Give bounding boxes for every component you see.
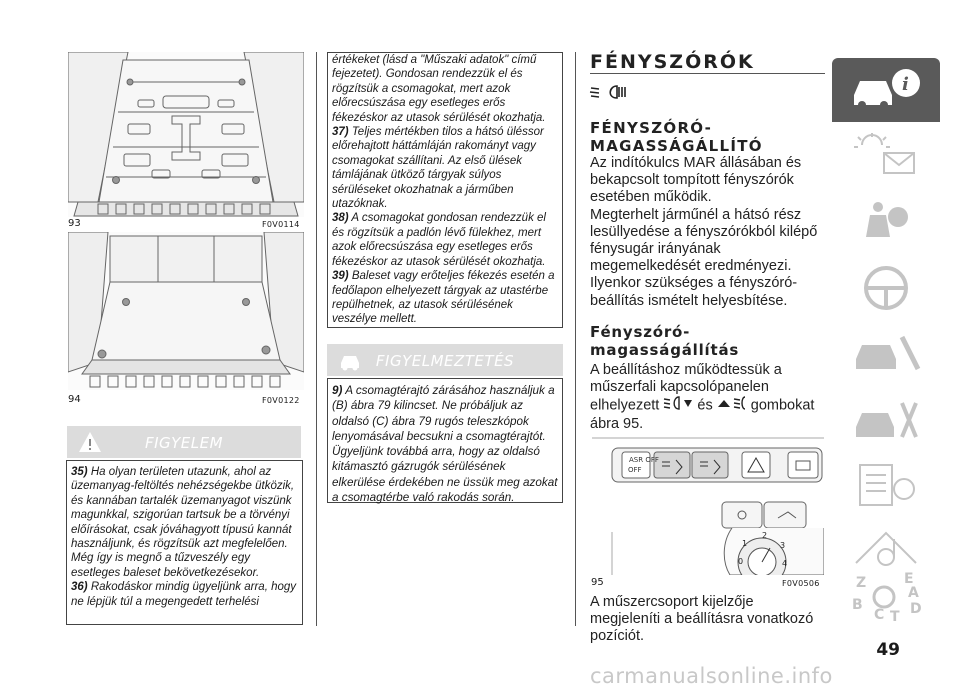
technical-data-icon bbox=[846, 461, 926, 511]
sidebar-tab-emergency[interactable] bbox=[832, 322, 940, 386]
svg-text:T: T bbox=[890, 609, 900, 625]
safety-airbag-icon bbox=[846, 197, 926, 247]
dial-number-1: 1 bbox=[742, 539, 748, 548]
dial-number-0: 0 bbox=[738, 557, 744, 566]
control-panel-illustration bbox=[592, 432, 824, 575]
caution-title: FIGYELMEZTETÉS bbox=[375, 352, 515, 370]
warning-item-37: 37) Teljes mértékben tilos a hátsó üléssor előrehajtott háttámláján rakományt vagy csomagokat szállítani. Az első ülések támlájának ütköző tárgyak súlyos sérüléseket okozhatnak a járműben utazóknak. bbox=[332, 126, 544, 211]
section-headlight-leveller-title: FÉNYSZÓRÓ- MAGASSÁGÁLLÍTÓ bbox=[590, 119, 763, 155]
page-number: 49 bbox=[876, 640, 900, 660]
section-headlight-adjustment-title: Fényszóró- magasságállítás bbox=[590, 323, 740, 359]
panel-button-asr-label: ASR OFF bbox=[629, 456, 659, 464]
section-headlight-leveller-text: Az indítókulcs MAR állásában és bekapcsolt tompított fényszórók esetében működik. Megterhelt járműnél a hátsó rész lesüllyedése a fényszórókból kilépő fénysugár irányának megemelkedését eredményezi. Ilyenkor szükséges a fényszóró-beállítás ismételt helyesbítése. bbox=[590, 155, 818, 309]
svg-text:B: B bbox=[852, 597, 863, 613]
warning-item-38: 38) A csomagokat gondosan rendezzük el és rögzítsük a padlón lévő fülekhez, mert azok előrecsúszása egy esetleges erős fékezéskor az utasok sérülését okozhatja. bbox=[332, 212, 546, 268]
figure-95-number: 95 bbox=[591, 577, 604, 588]
warning-item-39: 39) Baleset vagy erőteljes fékezés esetén a fedőlapon elhelyezett tárgyak az utastérbe repülhetnek, az utasok sérülésének veszélye mellett. bbox=[332, 270, 555, 326]
panel-button-off-label: OFF bbox=[628, 466, 642, 474]
maintenance-tools-icon bbox=[846, 395, 926, 445]
svg-text:i: i bbox=[902, 74, 909, 95]
warning-lights-icon bbox=[846, 131, 926, 181]
figure-93-cargo-floor bbox=[68, 52, 304, 217]
warning-header bbox=[67, 426, 301, 458]
svg-text:Z: Z bbox=[856, 575, 867, 591]
svg-text:D: D bbox=[910, 601, 922, 617]
headlight-icon bbox=[589, 84, 633, 105]
warning-content-continued bbox=[327, 52, 563, 328]
section-headlight-adjustment-text: A beállításhoz működtessük a műszerfali kapcsolópanelen elhelyezett és gombokat ábra 95. bbox=[590, 362, 815, 432]
figure-93-number: 93 bbox=[68, 218, 81, 229]
sidebar-tab-car-info[interactable] bbox=[832, 58, 940, 122]
dial-number-3: 3 bbox=[780, 541, 786, 550]
cargo-compartment-illustration bbox=[68, 232, 304, 390]
dial-number-4: 4 bbox=[782, 559, 788, 568]
figure-94-cargo-compartment bbox=[68, 232, 304, 390]
column-divider-1 bbox=[316, 52, 317, 626]
steering-wheel-icon bbox=[846, 263, 926, 313]
warning-item-35: 35) Ha olyan területen utazunk, ahol az üzemanyag-feltöltés nehézségekbe ütközik, és kannában tartalék üzemanyagot viszünk magunkkal, szigorúan tartsuk be a törvényi előírásokat, csak jóváhagyott típusú kannát használjunk, és rögzítsük azt megfelelően. Még így is megnő a tűzveszély egy esetleges baleset bekövetkezésekor. bbox=[71, 466, 295, 579]
column-divider-2 bbox=[575, 52, 576, 626]
svg-text:C: C bbox=[874, 607, 885, 623]
headlight-up-button-icon bbox=[717, 396, 747, 415]
warning-content bbox=[66, 460, 303, 625]
svg-text:A: A bbox=[908, 585, 919, 601]
caution-header bbox=[327, 344, 563, 376]
caution-content bbox=[327, 378, 563, 503]
warning-continuation: értékeket (lásd a "Műszaki adatok" című fejezetet). Gondosan rendezzük el és rögzítsük a csomagokat, mert azok előrecsúszása egy esetleges erős fékezéskor az utasok sérülését okozhatja. bbox=[332, 54, 546, 124]
figure-94-code: F0V0122 bbox=[262, 396, 300, 405]
headlight-down-button-icon bbox=[663, 396, 693, 415]
warning-item-36: 36) Rakodáskor mindig ügyeljünk arra, hogy ne lépjük túl a megengedett terhelési bbox=[71, 581, 297, 608]
dial-number-2: 2 bbox=[762, 531, 768, 540]
cargo-floor-illustration bbox=[68, 52, 304, 217]
sidebar-tab-maintenance[interactable] bbox=[832, 388, 940, 452]
caution-item-9: 9) A csomagtérajtó zárásához használjuk a (B) ábra 79 kilincset. Ne próbáljuk az oldalsó (C) ábra 79 rugós teleszkópok lenyomásával becsukni a csomagtérajtót. Ügyeljünk továbbá arra, hogy az oldalsó kitámasztó gázrugók sérülésének elkerülése érdekében ne üssük meg azokat a csomagtérbe való rakodás során. bbox=[332, 384, 558, 505]
warning-title: FIGYELEM bbox=[144, 434, 224, 452]
sidebar-tab-driving[interactable] bbox=[832, 256, 940, 320]
figure-95-control-panel bbox=[592, 432, 824, 575]
display-info-text: A műszercsoport kijelzője megjeleníti a beállításra vonatkozó pozíciót. bbox=[590, 594, 814, 645]
figure-94-number: 94 bbox=[68, 394, 81, 405]
sidebar-tab-warning-lights[interactable] bbox=[832, 124, 940, 188]
svg-text:E: E bbox=[904, 571, 914, 587]
watermark: carmanualsonline.info bbox=[590, 664, 833, 688]
sidebar-tab-index[interactable] bbox=[832, 566, 940, 628]
chapter-title-underline bbox=[590, 73, 825, 74]
car-emergency-icon bbox=[846, 329, 926, 379]
sidebar-tab-safety[interactable] bbox=[832, 190, 940, 254]
index-icon bbox=[846, 569, 926, 625]
chapter-title: FÉNYSZÓRÓK bbox=[590, 51, 755, 73]
figure-93-code: F0V0114 bbox=[262, 220, 300, 229]
car-info-icon bbox=[846, 65, 926, 115]
sidebar-tab-technical-data[interactable] bbox=[832, 454, 940, 518]
figure-95-code: F0V0506 bbox=[782, 579, 820, 588]
